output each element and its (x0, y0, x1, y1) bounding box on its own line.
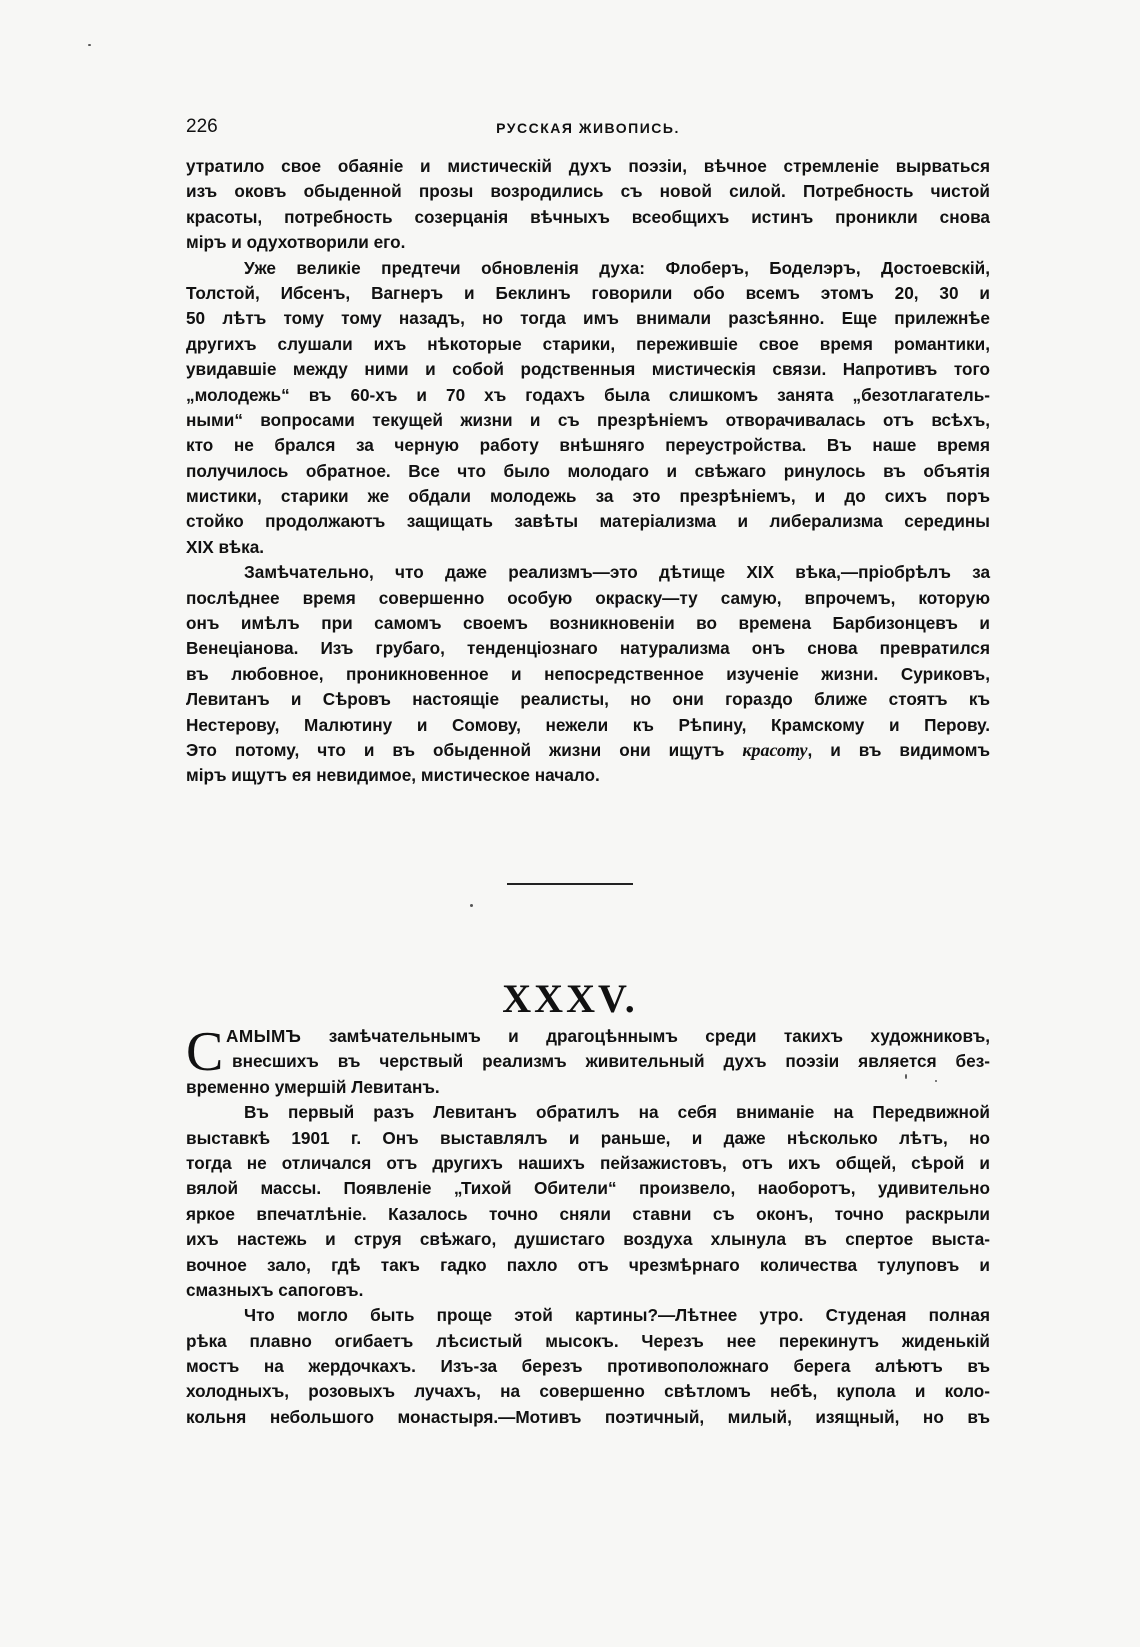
text-line: яркое впечатлѣніе. Казалось точно сняли ставни съ оконъ, точно раскрыли (186, 1203, 990, 1224)
text-line: Уже великіе предтечи обновленія духа: Флоберъ, Боделэръ, Достоевскій, (244, 257, 990, 278)
section-1-text (186, 154, 990, 789)
text-line: мостъ на жердочкахъ. Изъ-за березъ противоположнаго берега алѣютъ въ (186, 1356, 990, 1377)
italic-word: красоту (742, 739, 808, 760)
section-2-text (186, 1021, 991, 1430)
text-line: тогда не отличался отъ другихъ нашихъ пейзажистовъ, отъ ихъ общей, сѣрой и (186, 1152, 990, 1173)
text-line: стойко продолжаютъ защищать завѣты матеріализма и либерализма середины (186, 511, 990, 532)
drop-cap: С (186, 1021, 224, 1083)
text-line: Нестерову, Малютину и Сомову, нежели къ Рѣпину, Крамскому и Перову. (186, 714, 990, 735)
text-line: увидавшіе между ними и собой родственныя мистическія связи. Напротивъ того (186, 359, 990, 380)
section-divider (507, 883, 633, 885)
text-line: выставкѣ 1901 г. Онъ выставлялъ и раньше, и даже нѣсколько лѣтъ, но (186, 1127, 990, 1148)
text-fragment: замѣчательнымъ и драгоцѣннымъ среди такихъ художниковъ, (328, 1026, 991, 1046)
text-line: кто не брался за черную работу внѣшняго переустройства. Въ наше время (186, 435, 990, 456)
text-line: красоты, потребность созерцанія вѣчныхъ всеобщихъ истинъ проникли снова (186, 206, 990, 227)
text-line: другихъ слушали ихъ нѣкоторые старики, пережившіе свое время романтики, (186, 333, 990, 354)
text-line: мистики, старики же обдали молодежь за это презрѣніемъ, и до сихъ поръ (186, 486, 990, 507)
text-line: міръ ищутъ ея невидимое, мистическое начало. (186, 765, 600, 786)
first-line (186, 1024, 990, 1049)
text-fragment: , и въ видимомъ (807, 739, 990, 760)
text-line: XIX вѣка. (186, 536, 265, 557)
text-line: холодныхъ, розовыхъ лучахъ, на совершенно свѣтломъ небѣ, купола и коло- (186, 1381, 990, 1402)
text-line-with-italic (186, 738, 990, 763)
text-line: получилось обратное. Все что было молодаго и свѣжаго ринулось въ объятія (186, 460, 990, 481)
text-line: „молодежь“ въ 60-хъ и 70 хъ годахъ была слишкомъ занята „безотлагатель- (186, 384, 990, 405)
text-line: Венеціанова. Изъ грубаго, тенденціознаго натурализма онъ снова превратился (186, 638, 990, 659)
text-line: изъ оковъ обыденной прозы возродились съ новой силой. Потребность чистой (186, 181, 990, 202)
first-word: АМЫМЪ (226, 1026, 302, 1046)
text-line: міръ и одухотворили его. (186, 232, 406, 253)
scan-speck (470, 904, 473, 907)
text-line: рѣка плавно огибаетъ лѣсистый мысокъ. Черезъ нее перекинутъ жиденькій (186, 1330, 990, 1351)
text-line: въ любовное, проникновенное и непосредственное изученіе жизни. Суриковъ, (186, 663, 990, 684)
chapter-numeral: XXXV. (502, 976, 638, 1021)
scan-speck (88, 44, 91, 46)
text-line: вочное зало, гдѣ такъ гадко пахло отъ чрезмѣрнаго количества тулуповъ и (186, 1254, 990, 1275)
text-line: Толстой, Ибсенъ, Вагнеръ и Беклинъ говорили обо всемъ этомъ 20, 30 и (186, 282, 990, 303)
text-line: смазныхъ сапоговъ. (186, 1279, 364, 1300)
text-line: 50 лѣтъ тому тому назадъ, но тогда имъ внимали разсѣянно. Еще прилежнѣе (186, 308, 990, 329)
text-line: Замѣчательно, что даже реализмъ—это дѣтище XIX вѣка,—пріобрѣлъ за (244, 562, 990, 583)
text-line: вялой массы. Появленіе „Тихой Обители“ произвело, наоборотъ, удивительно (186, 1178, 990, 1199)
text-line: Что могло быть проще этой картины?—Лѣтнее утро. Студеная полная (244, 1305, 990, 1326)
text-line: временно умершій Левитанъ. (186, 1076, 440, 1097)
text-line: послѣднее время совершенно особую окраску—ту самую, впрочемъ, которую (186, 587, 990, 608)
text-fragment: Это потому, что и въ обыденной жизни они ищутъ (186, 739, 725, 760)
text-line: онъ имѣлъ при самомъ своемъ возникновеніи во времена Барбизонцевъ и (186, 613, 990, 634)
scan-speck (935, 1080, 937, 1082)
running-title: РУССКАЯ ЖИВОПИСЬ. (496, 120, 680, 136)
text-line: Въ первый разъ Левитанъ обратилъ на себя вниманіе на Передвижной (244, 1102, 990, 1123)
page-header (186, 112, 990, 142)
text-line: Левитанъ и Сѣровъ настоящіе реалисты, но они гораздо ближе стоятъ къ (186, 689, 990, 710)
page-number: 226 (186, 116, 218, 137)
text-line: утратило свое обаяніе и мистическій духъ поэзіи, вѣчное стремленіе вырваться (186, 156, 990, 176)
text-line: ными“ вопросами текущей жизни и съ презрѣніемъ отворачивалась отъ всѣхъ, (186, 409, 990, 430)
text-line: внесшихъ въ черствый реализмъ живительный духъ поэзіи является без- (232, 1051, 990, 1072)
scan-speck (905, 1074, 907, 1079)
text-line: ихъ настежь и струя свѣжаго, душистаго воздуха хлынула въ спертое выста- (186, 1229, 990, 1250)
text-line: кольня небольшого монастыря.—Мотивъ поэтичный, милый, изящный, но въ (186, 1406, 990, 1427)
